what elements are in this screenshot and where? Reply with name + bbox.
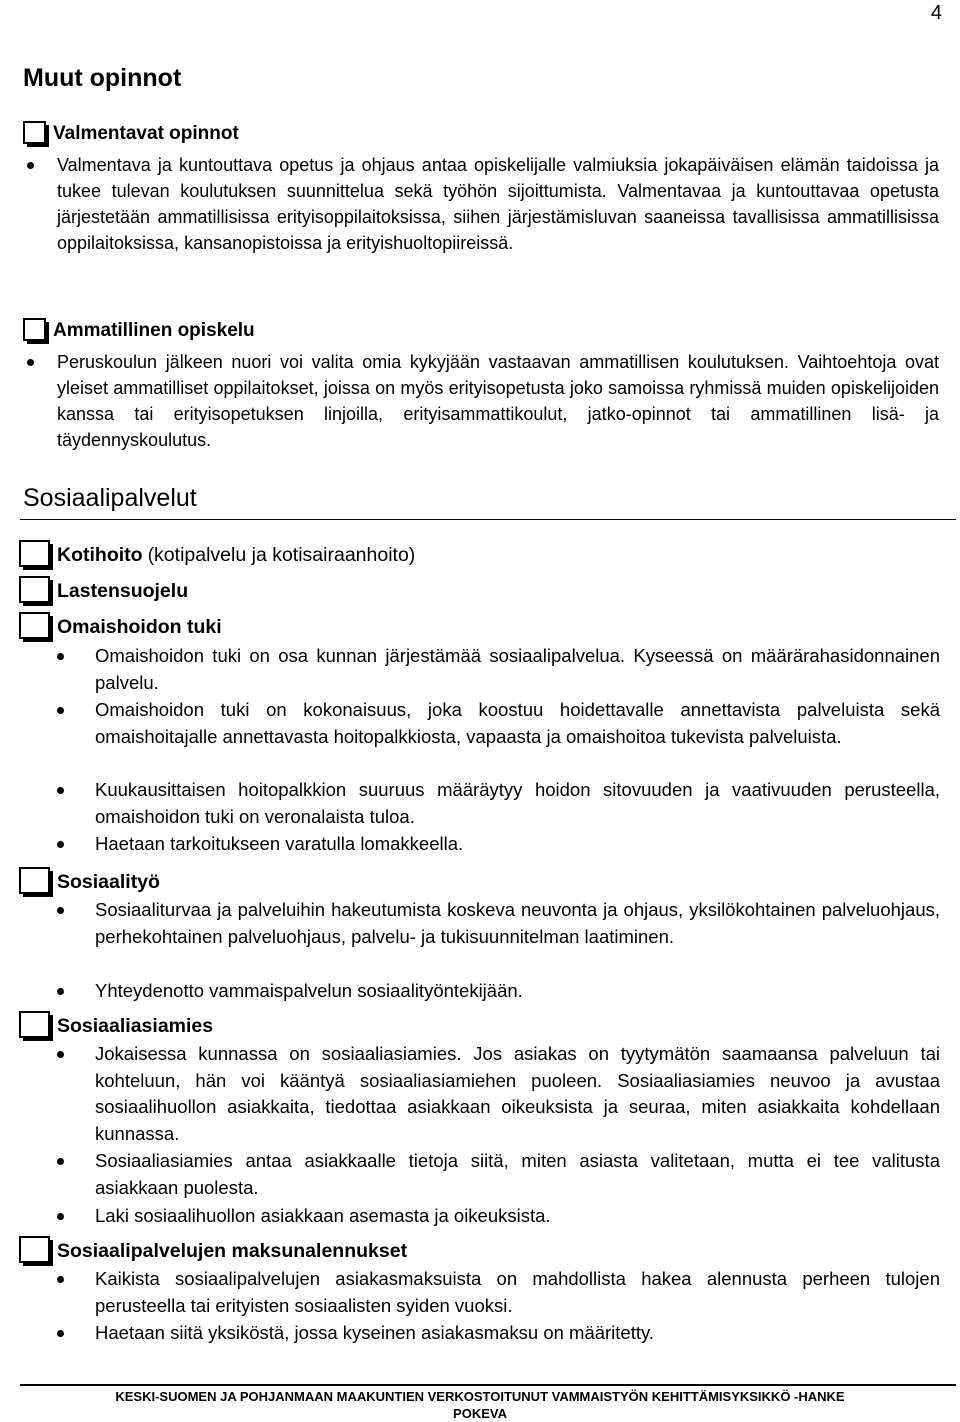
checkbox-icon [23,121,49,147]
list-item [95,1266,940,1319]
checkbox-icon [23,318,49,344]
list-item-text: Omaishoidon tuki on osa kunnan järjestämää sosiaalipalvelua. Kyseessä on määrärahasidonnainen palvelu. [95,645,940,693]
heading-label: Valmentavat opinnot [53,123,239,144]
list-item-text: Haetaan tarkoitukseen varatulla lomakkeella. [95,833,464,854]
list-item [95,777,940,830]
page-number: 4 [930,2,942,24]
bullet-icon [57,1158,64,1165]
checkbox-icon [19,867,53,897]
heading-sosiaalityo [19,867,160,897]
heading-label: Sosiaalityö [57,870,160,893]
section-title-muut-opinnot: Muut opinnot [23,64,182,92]
list-item-text: Haetaan siitä yksiköstä, jossa kyseinen asiakasmaksu on määritetty. [95,1322,655,1343]
list-item-text: Jokaisessa kunnassa on sosiaaliasiamies. Jos asiakas on tyytymätön saamaansa palveluun tai kohteluun, hän voi kääntyä sosiaaliasiamiehen puoleen. Sosiaaliasiamies neuvoo ja avustaa sosiaalihuollon asiakkaita, tiedottaa asiakkaan oikeuksista ja seuraa, miten asiakkaita kohdellaan kunnassa. [95,1043,940,1144]
bullet-icon [57,707,64,714]
list-item [95,1041,940,1147]
list-item [95,1320,940,1347]
checkbox-icon [19,576,53,606]
list-item [57,152,939,256]
list-item [95,1203,940,1230]
bullet-icon [57,988,64,995]
heading-label: Sosiaalipalvelujen maksunalennukset [57,1239,408,1262]
bullet-icon [57,1051,64,1058]
footer-divider [20,1384,956,1386]
list-item-text: Valmentava ja kuntouttava opetus ja ohjaus antaa opiskelijalle valmiuksia jokapäiväisen elämän taidoissa ja tukee tulevan koulutuksen suunnittelua sekä työhön sijoittumista. Valmentavaa ja kuntouttavaa opetusta järjestetään ammatillisissa erityisoppilaitoksissa, siihen järjestämisluvan saaneissa tavallisissa ammatillisissa oppilaitoksissa, kansanopistoissa ja erityishuoltopiireissä. [57,155,939,253]
heading-label: Ammatillinen opiskelu [53,320,255,341]
checkbox-icon [19,1236,53,1266]
bullet-icon [57,787,64,794]
bullet-icon [57,653,64,660]
section-title-sosiaalipalvelut: Sosiaalipalvelut [23,484,197,512]
divider [20,519,956,520]
list-item [95,831,940,858]
footer [40,1388,920,1422]
heading-omaishoidon-tuki [19,612,222,642]
checkbox-icon [19,1011,53,1041]
list-item [95,897,940,950]
checkbox-icon [19,612,53,642]
heading-lastensuojelu [19,576,188,606]
footer-line-2: POKEVA [453,1406,507,1421]
checkbox-icon [19,540,53,570]
bullet-icon [57,1276,64,1283]
footer-line-1: KESKI-SUOMEN JA POHJANMAAN MAAKUNTIEN VERKOSTOITUNUT VAMMAISTYÖN KEHITTÄMISYKSIKKÖ -HANKE [115,1389,845,1404]
bullet-icon [27,162,34,169]
heading-sosiaaliasiamies [19,1011,213,1041]
list-item-text: Kuukausittaisen hoitopalkkion suuruus määräytyy hoidon sitovuuden ja vaativuuden perusteella, omaishoidon tuki on veronalaista tuloa. [95,779,940,827]
list-item-text: Laki sosiaalihuollon asiakkaan asemasta ja oikeuksista. [95,1205,551,1226]
heading-kotihoito [19,540,415,570]
heading-label: Kotihoito [57,543,143,566]
bullet-icon [57,841,64,848]
bullet-icon [57,1330,64,1337]
list-item-text: Yhteydenotto vammaispalvelun sosiaalityöntekijään. [95,980,523,1001]
bullet-icon [57,907,64,914]
list-item-text: Sosiaaliturvaa ja palveluihin hakeutumista koskeva neuvonta ja ohjaus, yksilökohtainen palveluohjaus, perhekohtainen palveluohjaus, palvelu- ja tukisuunnitelman laatiminen. [95,899,940,947]
list-item [95,1148,940,1201]
list-item [57,349,939,453]
list-item [95,978,940,1005]
heading-label: Omaishoidon tuki [57,615,222,638]
list-item-text: Sosiaaliasiamies antaa asiakkaalle tietoja siitä, miten asiasta valitetaan, mutta ei tee valitusta asiakkaan puolesta. [95,1150,940,1198]
list-item-text: Peruskoulun jälkeen nuori voi valita omia kykyjään vastaavan ammatillisen koulutuksen. Vaihtoehtoja ovat yleiset ammatilliset oppilaitokset, joissa on myös erityisopetusta joko samoissa ryhmissä muiden opiskelijoiden kanssa tai erityisopetuksen linjoilla, erityisammattikoulut, jatko-opinnot tai ammatillinen lisä- ja täydennyskoulutus. [57,352,939,450]
heading-note: (kotipalvelu ja kotisairaanhoito) [147,543,416,566]
heading-valmentavat-opinnot [23,121,239,147]
heading-label: Sosiaaliasiamies [57,1014,214,1037]
bullet-icon [57,1213,64,1220]
list-item-text: Omaishoidon tuki on kokonaisuus, joka koostuu hoidettavalle annettavista palveluista sekä omaishoitajalle annettavasta hoitopalkkiosta, vapaasta ja omaishoitoa tukevista palveluista. [95,699,940,747]
list-item [95,697,940,750]
list-item-text: Kaikista sosiaalipalvelujen asiakasmaksuista on mahdollista hakea alennusta perheen tulojen perusteella tai erityisten sosiaalisten syiden vuoksi. [95,1268,940,1316]
heading-ammatillinen-opiskelu [23,318,255,344]
heading-label: Lastensuojelu [57,579,189,602]
heading-maksunalennukset [19,1236,407,1266]
list-item [95,643,940,696]
bullet-icon [27,359,34,366]
